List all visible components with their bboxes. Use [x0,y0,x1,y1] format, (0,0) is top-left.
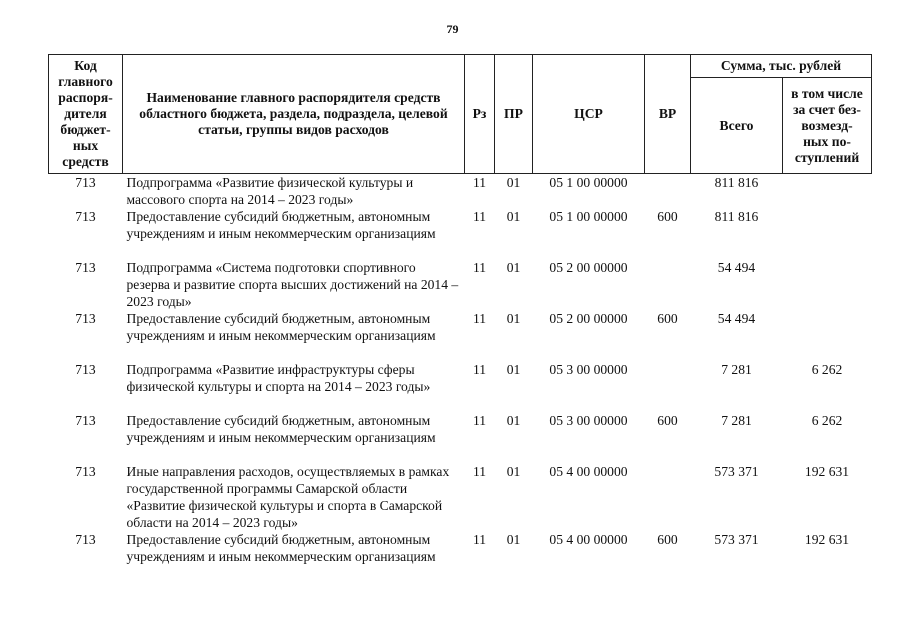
cell-name: Подпрограмма «Развитие физической культуры и массового спорта на 2014 – 2023 годы» [126,175,414,207]
cell-csr: 05 4 00 00000 [549,532,628,547]
cell-pr: 01 [506,260,521,275]
cell-csr: 05 3 00 00000 [549,362,628,377]
cell-code: 713 [75,209,96,224]
cell-total: 811 816 [714,209,759,224]
cell-incl: 6 262 [811,413,843,428]
cell-pr: 01 [506,311,521,326]
cell-name: Предоставление субсидий бюджетным, автономным учреждениям и иным некоммерческим организациям [126,413,436,445]
cell-name: Иные направления расходов, осуществляемых в рамках государственной программы Самарской области «Развитие физической культуры и спорта в Самарской области на 2014 – 2023 годы» [126,464,450,530]
cell-code: 713 [75,413,96,428]
cell-name: Предоставление субсидий бюджетным, автономным учреждениям и иным некоммерческим организациям [126,311,436,343]
cell-code: 713 [75,260,96,275]
cell-csr: 05 2 00 00000 [549,260,628,275]
cell-csr: 05 2 00 00000 [549,311,628,326]
cell-incl: 192 631 [804,464,850,479]
cell-name: Предоставление субсидий бюджетным, автономным учреждениям и иным некоммерческим организациям [126,209,436,241]
table-row [49,463,872,531]
header-rz: Рз [465,55,495,174]
cell-incl [783,174,872,209]
cell-code: 713 [75,311,96,326]
header-csr: ЦСР [533,55,645,174]
cell-rz: 11 [472,413,487,428]
cell-csr: 05 4 00 00000 [549,464,628,479]
header-vr: ВР [645,55,691,174]
cell-incl: 6 262 [811,362,843,377]
cell-total: 573 371 [714,464,759,479]
cell-name: Предоставление субсидий бюджетным, автономным учреждениям и иным некоммерческим организациям [126,532,436,564]
cell-name: Подпрограмма «Развитие инфраструктуры сферы физической культуры и спорта на 2014 – 2023 годы» [126,362,431,394]
cell-rz: 11 [472,209,487,224]
cell-code: 713 [75,464,96,479]
cell-rz: 11 [472,532,487,547]
table-row [49,310,872,361]
cell-code: 713 [75,175,96,190]
cell-rz: 11 [472,175,487,190]
header-code: Код главного распоря-дителя бюджет-ных средств [49,55,123,174]
page-number: 79 [446,22,459,36]
cell-vr: 600 [657,413,678,428]
cell-total: 7 281 [721,362,752,377]
cell-rz: 11 [472,464,487,479]
cell-pr: 01 [506,413,521,428]
cell-pr: 01 [506,175,521,190]
cell-vr: 600 [657,532,678,547]
budget-table [48,54,872,582]
cell-total: 54 494 [717,311,756,326]
cell-code: 713 [75,362,96,377]
cell-total: 573 371 [714,532,759,547]
header-sum: Сумма, тыс. рублей [691,55,872,78]
header-total: Всего [691,78,783,174]
cell-vr [645,463,691,531]
cell-vr: 600 [657,311,678,326]
cell-pr: 01 [506,362,521,377]
cell-total: 811 816 [714,175,759,190]
cell-pr: 01 [506,209,521,224]
cell-code: 713 [75,532,96,547]
cell-incl [783,310,872,361]
cell-vr [645,174,691,209]
cell-vr: 600 [657,209,678,224]
cell-pr: 01 [506,532,521,547]
cell-name: Подпрограмма «Система подготовки спортивного резерва и развитие спорта высших достижений на 2014 – 2023 годы» [126,260,459,309]
header-name: Наименование главного распорядителя средств областного бюджета, раздела, подраздела, целевой статьи, группы видов расходов [123,55,465,174]
cell-incl [783,208,872,259]
table-row [49,361,872,412]
cell-pr: 01 [506,464,521,479]
cell-incl: 192 631 [804,532,850,547]
header-incl: в том числе за счет без-возмезд-ных по-ступлений [783,78,872,174]
cell-incl [783,259,872,310]
cell-total: 54 494 [717,260,756,275]
cell-csr: 05 1 00 00000 [549,175,628,190]
cell-csr: 05 1 00 00000 [549,209,628,224]
header-pr: ПР [495,55,533,174]
cell-total: 7 281 [721,413,752,428]
table-row [49,412,872,463]
table-row [49,208,872,259]
cell-rz: 11 [472,362,487,377]
cell-rz: 11 [472,311,487,326]
table-row [49,259,872,310]
table-row [49,531,872,582]
table-row [49,174,872,209]
cell-rz: 11 [472,260,487,275]
cell-csr: 05 3 00 00000 [549,413,628,428]
cell-vr [645,361,691,412]
cell-vr [645,259,691,310]
